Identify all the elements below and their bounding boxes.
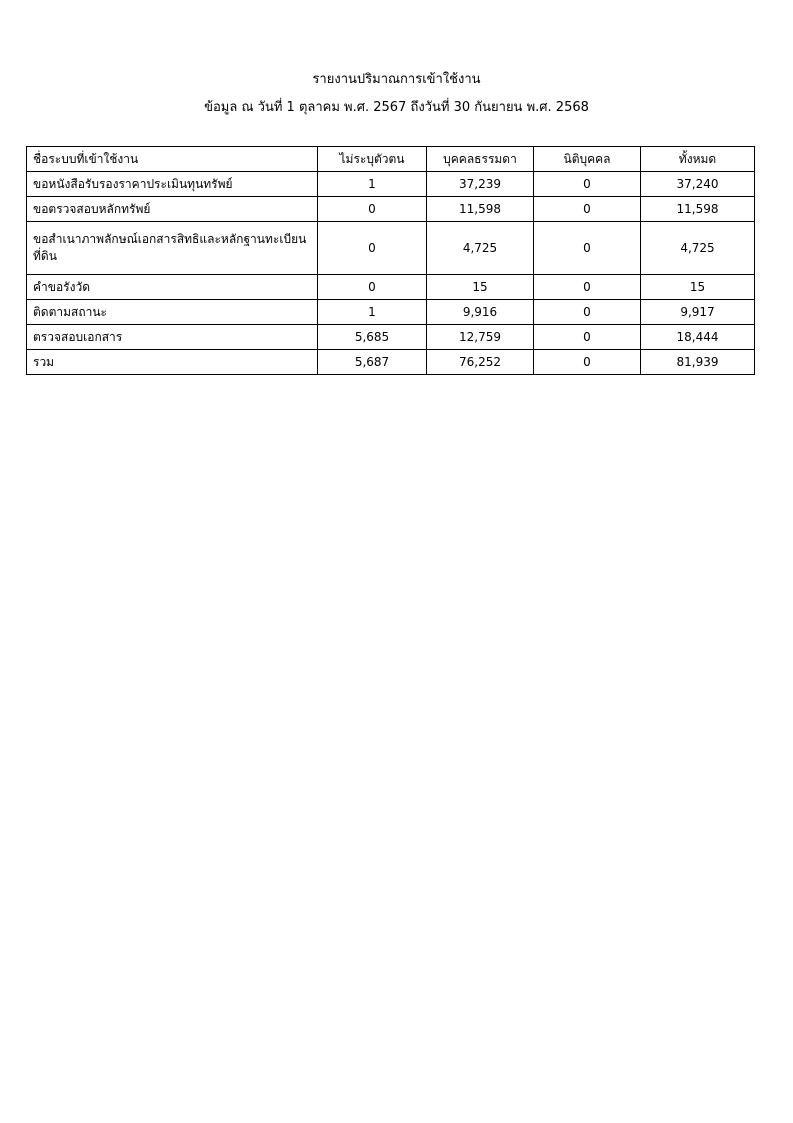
table-row xyxy=(27,197,755,222)
summary-juristic: 0 xyxy=(534,350,641,375)
row-juristic: 0 xyxy=(534,325,641,350)
row-juristic: 0 xyxy=(534,275,641,300)
row-total: 4,725 xyxy=(641,222,755,275)
summary-individual: 76,252 xyxy=(427,350,534,375)
row-anonymous: 5,685 xyxy=(318,325,427,350)
row-individual: 4,725 xyxy=(427,222,534,275)
header-total: ทั้งหมด xyxy=(641,147,755,172)
table-row xyxy=(27,300,755,325)
row-system-name: คำขอรังวัด xyxy=(27,275,318,300)
row-total: 9,917 xyxy=(641,300,755,325)
row-anonymous: 0 xyxy=(318,222,427,275)
table-row xyxy=(27,222,755,275)
row-system-name: ติดตามสถานะ xyxy=(27,300,318,325)
row-juristic: 0 xyxy=(534,197,641,222)
row-individual: 11,598 xyxy=(427,197,534,222)
table-summary-row xyxy=(27,350,755,375)
header-anonymous: ไม่ระบุตัวตน xyxy=(318,147,427,172)
table-row xyxy=(27,172,755,197)
row-individual: 12,759 xyxy=(427,325,534,350)
row-anonymous: 0 xyxy=(318,197,427,222)
row-juristic: 0 xyxy=(534,300,641,325)
row-system-name: ขอหนังสือรับรองราคาประเมินทุนทรัพย์ xyxy=(27,172,318,197)
table-row xyxy=(27,275,755,300)
row-total: 15 xyxy=(641,275,755,300)
header-individual: บุคคลธรรมดา xyxy=(427,147,534,172)
row-individual: 15 xyxy=(427,275,534,300)
header-system-name: ชื่อระบบที่เข้าใช้งาน xyxy=(27,147,318,172)
row-individual: 37,239 xyxy=(427,172,534,197)
report-header xyxy=(0,66,793,122)
row-juristic: 0 xyxy=(534,222,641,275)
row-anonymous: 0 xyxy=(318,275,427,300)
row-total: 18,444 xyxy=(641,325,755,350)
report-title: รายงานปริมาณการเข้าใช้งาน xyxy=(312,72,481,87)
summary-total: 81,939 xyxy=(641,350,755,375)
row-juristic: 0 xyxy=(534,172,641,197)
row-total: 37,240 xyxy=(641,172,755,197)
summary-label: รวม xyxy=(27,350,318,375)
table-header-row xyxy=(27,147,755,172)
row-system-name: ขอสำเนาภาพลักษณ์เอกสารสิทธิและหลักฐานทะเบียนที่ดิน xyxy=(27,222,318,275)
usage-table xyxy=(26,146,755,375)
table-row xyxy=(27,325,755,350)
header-juristic: นิติบุคคล xyxy=(534,147,641,172)
report-subtitle: ข้อมูล ณ วันที่ 1 ตุลาคม พ.ศ. 2567 ถึงวันที่ 30 กันยายน พ.ศ. 2568 xyxy=(204,100,589,115)
row-system-name: ขอตรวจสอบหลักทรัพย์ xyxy=(27,197,318,222)
row-individual: 9,916 xyxy=(427,300,534,325)
row-total: 11,598 xyxy=(641,197,755,222)
summary-anonymous: 5,687 xyxy=(318,350,427,375)
row-system-name: ตรวจสอบเอกสาร xyxy=(27,325,318,350)
row-anonymous: 1 xyxy=(318,300,427,325)
row-anonymous: 1 xyxy=(318,172,427,197)
